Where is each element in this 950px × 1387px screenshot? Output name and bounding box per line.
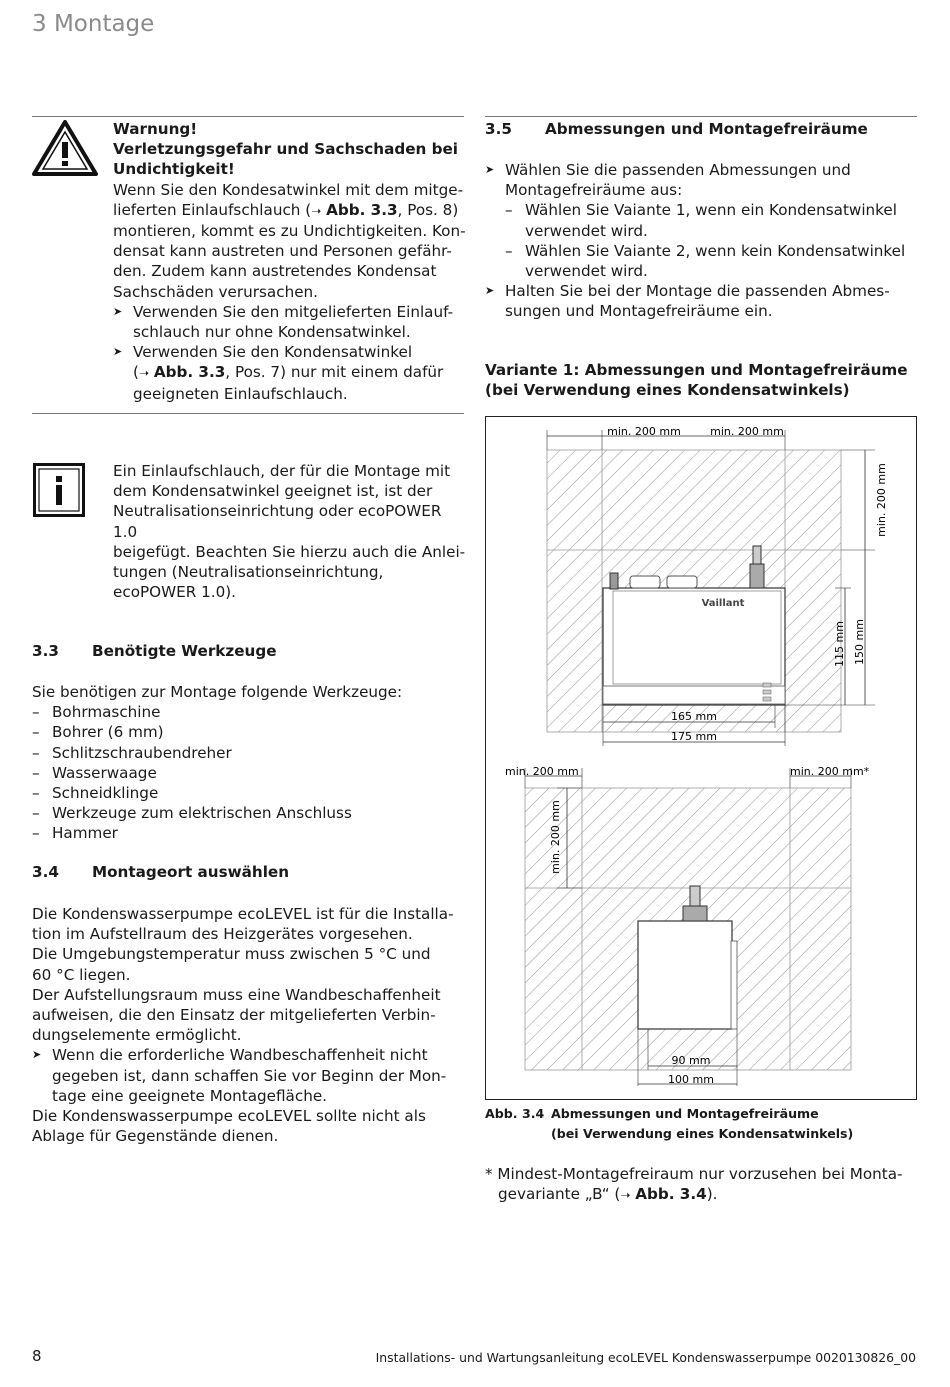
caption-label: Abb. 3.4 [485,1106,545,1121]
warning-action-2: ➤ Verwenden Sie den Kondensatwinkel (➝ Abb. 3.3, Pos. 7) nur mit einem dafür geeigneten Einlaufschlauch. [113,342,468,404]
document-title: Installations- und Wartungsanleitung ecoLEVEL Kondenswasserpumpe 0020130826_00 [375,1350,916,1365]
warning-triangle-icon [32,120,98,176]
section-3-4-body: Die Kondenswasserpumpe ecoLEVEL ist für die Installa- tion im Aufstellraum des Heizgerätes vorgesehen. Die Umgebungstemperatur muss zwischen 5 °C und 60 °C liegen. Der Aufstellungsraum muss eine Wandbeschaffenheit aufweisen, die den Einsatz der mitgelieferten Verbin- dungselemente ermöglicht. ➤ Wenn die erforderliche Wandbeschaffenheit nicht gegeben ist, dann schaffen Sie vor Beginn der Mon- tage eine geeignete Montagefläche. Die Kondenswasserpumpe ecoLEVEL sollte nicht als Ablage für Gegenstände dienen. [32,904,464,1146]
top-width-inner-label: 165 mm [671,710,717,723]
top-height-outer-label: 150 mm [853,619,866,665]
warning-subtitle-2: Undichtigkeit! [113,160,235,179]
tools-intro: Sie benötigen zur Montage folgende Werkzeuge: [32,683,403,701]
warning-body-6: Sachschäden verursachen. [113,282,318,301]
bottom-width-outer-label: 100 mm [668,1073,714,1086]
variant-1-title: Variante 1: Abmessungen und Montagefreiräume (bei Verwendung eines Kondensatwinkels) [485,361,908,400]
info-text: Ein Einlaufschlauch, der für die Montage mit dem Kondensatwinkel geeignet ist, ist der Neutralisationseinrichtung oder ecoPOWER 1.0 beigefügt. Beachten Sie hierzu auch die Anlei- tungen (Neutralisationseinrichtung, ecoPOWER 1.0). [113,462,466,602]
figure-caption: Abb. 3.4 Abmessungen und Montagefreiräume (bei Verwendung eines Kondensatwinkels) [485,1106,854,1141]
section-3-4-heading: 3.4 Montageort auswählen [32,863,290,881]
warning-block [113,119,468,404]
chapter-heading: 3 Montage [32,11,155,37]
bottom-gap-right-label: min. 200 mm* [790,765,870,778]
info-icon [33,463,85,517]
list-item: – Werkzeuge zum elektrischen Anschluss [32,803,462,823]
warning-ref-link[interactable]: Abb. 3.3 [326,200,398,219]
warning-body-2: lieferten Einlaufschlauch (➝ Abb. 3.3, Pos. 8) [113,200,459,219]
warning-bottom-rule [32,413,464,414]
bottom-gap-left-label: min. 200 mm [505,765,579,778]
top-width-outer-label: 175 mm [671,730,717,743]
section-3-5-heading: 3.5 Abmessungen und Montagefreiräume [485,120,868,138]
warning-body-4: densat kann austreten und Personen gefähr- [113,242,452,261]
bottom-gap-top-label: min. 200 mm [549,800,562,874]
list-item: – Hammer [32,823,462,843]
variant-top-drawing [547,425,888,746]
section-3-4-action: ➤ Wenn die erforderliche Wandbeschaffenheit nicht gegeben ist, dann schaffen Sie vor Beginn der Mon- tage eine geeignete Montagefläche. [32,1045,464,1106]
bottom-width-inner-label: 90 mm [671,1054,711,1067]
warning-body-3: montieren, kommt es zu Undichtigkeiten. Kon- [113,222,466,241]
top-height-inner-label: 115 mm [833,621,846,667]
top-gap-left-label: min. 200 mm [607,425,681,438]
list-item: – Schneidklinge [32,783,462,803]
footnote-ref-link[interactable]: Abb. 3.4 [635,1185,707,1204]
list-item: – Bohrmaschine [32,702,462,722]
warning-title: Warnung! [113,120,198,138]
list-item: – Wasserwaage [32,763,462,783]
list-item: – Schlitzschraubendreher [32,743,462,763]
warning-top-rule [32,116,464,117]
vaillant-logo: Vaillant [701,598,745,609]
section-3-5-top-rule [485,116,917,117]
top-gap-top-label: min. 200 mm [875,463,888,537]
warning-action-1: ➤ Verwenden Sie den mitgelieferten Einlauf- schlauch nur ohne Kondensatwinkel. [113,302,468,342]
tools-list [32,682,462,844]
section-3-3-heading: 3.3 Benötigte Werkzeuge [32,642,277,660]
warning-subtitle-1: Verletzungsgefahr und Sachschaden bei [113,140,459,159]
dimension-figure [485,416,917,1100]
section-3-5-body: ➤ Wählen Sie die passenden Abmessungen und Montagefreiräume aus: – Wählen Sie Vaiante 1, wenn ein Kondensatwinkel verwendet wird. – Wählen Sie Vaiante 2, wenn kein Kondensatwinkel verwendet wird. ➤ Halten Sie bei der Montage die passenden Abmes- sungen und Montagefreiräume ein. [485,160,917,322]
page-number: 8 [32,1347,42,1365]
warning-body-1: Wenn Sie den Kondesatwinkel mit dem mitge- [113,180,464,199]
warning-body-5: den. Zudem kann austretendes Kondensat [113,262,437,281]
footnote: * Mindest-Montagefreiraum nur vorzusehen bei Monta- gevariante „B“ (➝ Abb. 3.4). [485,1165,903,1204]
variant-bottom-drawing [505,765,870,1086]
list-item: – Bohrer (6 mm) [32,722,462,742]
warning-action-ref-link[interactable]: Abb. 3.3 [153,363,226,382]
top-gap-right-label: min. 200 mm [710,425,784,438]
